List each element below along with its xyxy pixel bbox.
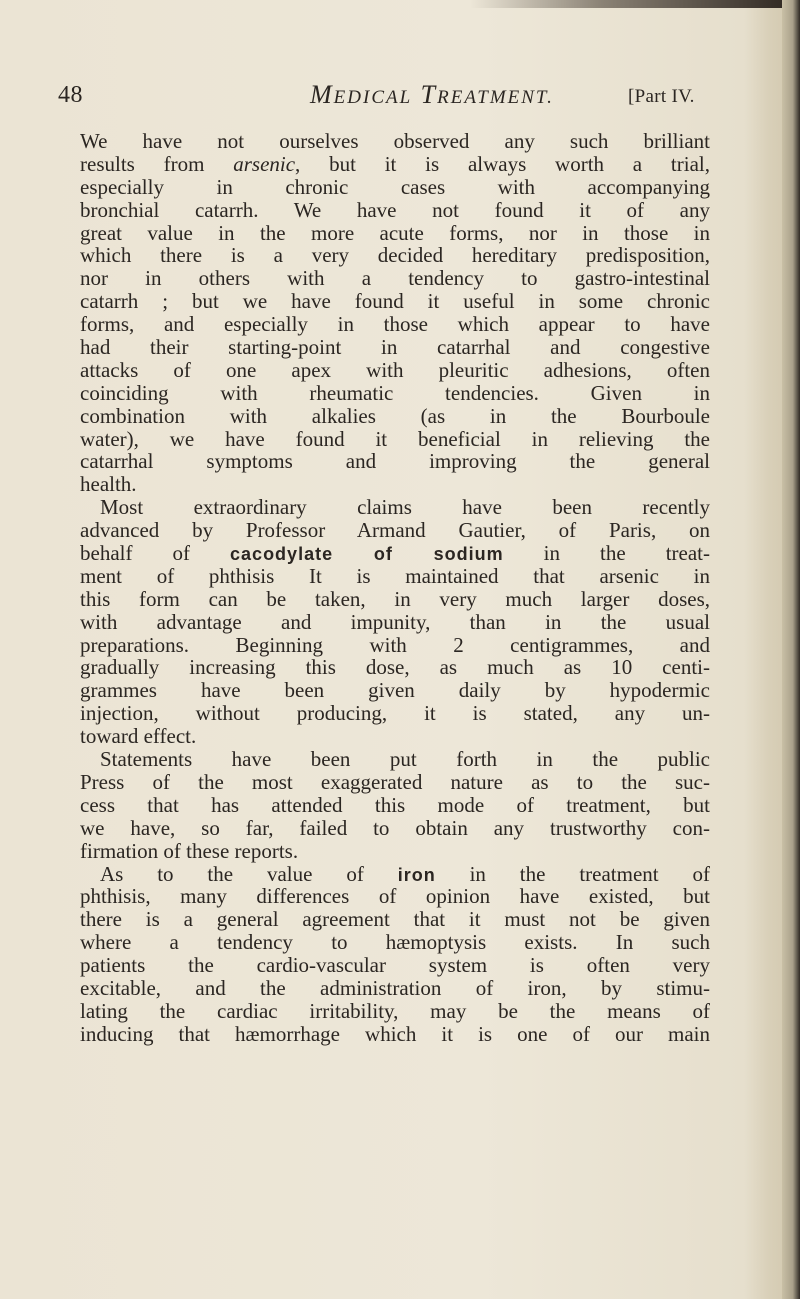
text-line xyxy=(80,908,710,931)
text-line xyxy=(80,954,710,977)
text-span: behalf of xyxy=(80,541,231,566)
text-line xyxy=(80,794,710,817)
text-line xyxy=(80,473,710,496)
text-line xyxy=(80,977,710,1000)
text-line xyxy=(80,885,710,908)
text-line xyxy=(80,244,710,267)
text-span: nor in others with a tendency to gastro-intestinal xyxy=(80,266,710,291)
text-span: there is a general agreement that it must not be given xyxy=(80,907,710,932)
text-line xyxy=(80,656,710,679)
text-span: phthisis, many differences of opinion have existed, but xyxy=(80,884,710,909)
text-line xyxy=(80,542,710,565)
text-line xyxy=(80,863,710,886)
text-span: Statements have been put forth in the public xyxy=(100,747,710,772)
text-line xyxy=(80,519,710,542)
text-line xyxy=(80,771,710,794)
bold-term: iron xyxy=(397,864,436,885)
text-line xyxy=(80,817,710,840)
text-line xyxy=(80,267,710,290)
text-span: We have not ourselves observed any such brilliant xyxy=(80,129,710,153)
text-span: catarrh ; but we have found it useful in some chronic xyxy=(80,289,710,314)
text-span: patients the cardio-vascular system is often very xyxy=(80,953,710,978)
text-line xyxy=(80,290,710,313)
running-title xyxy=(310,80,554,110)
text-line xyxy=(80,176,710,199)
text-span: lating the cardiac irritability, may be the means of xyxy=(80,998,710,1023)
page-gutter-edge xyxy=(782,0,800,1299)
body-text xyxy=(80,130,710,1046)
text-line xyxy=(80,702,710,725)
text-span: gradually increasing this dose, as much as 10 centi- xyxy=(80,655,710,680)
text-span: grammes have been given daily by hypodermic xyxy=(80,678,710,703)
text-span: cess that has attended this mode of treatment, but xyxy=(80,792,710,817)
text-span: forms, and especially in those which appear to have xyxy=(80,312,710,337)
title-word-medical: EDICAL xyxy=(333,87,413,108)
text-span: preparations. Beginning with 2 centigrammes, and xyxy=(80,632,710,657)
text-span: coinciding with rheumatic tendencies. Given in xyxy=(80,380,710,405)
text-span: great value in the more acute forms, nor in those in xyxy=(80,220,710,245)
title-initial-t: T xyxy=(420,80,438,109)
text-span: catarrhal symptoms and improving the general xyxy=(80,449,710,474)
text-span: bronchial catarrh. We have not found it of any xyxy=(80,197,710,222)
text-span: which there is a very decided hereditary predisposition, xyxy=(80,243,710,268)
text-line xyxy=(80,840,710,863)
text-span: especially in chronic cases with accompanying xyxy=(80,174,710,199)
text-span: Press of the most exaggerated nature as to the suc- xyxy=(80,769,710,794)
text-line xyxy=(80,222,710,245)
text-span: As to the value of xyxy=(100,861,398,886)
text-line xyxy=(80,634,710,657)
text-line xyxy=(80,565,710,588)
italic-term: arsenic xyxy=(233,151,296,176)
text-line xyxy=(80,405,710,428)
text-line xyxy=(80,336,710,359)
text-span: Most extraordinary claims have been recently xyxy=(100,495,710,520)
text-span: firmation of these reports. xyxy=(80,838,299,863)
text-span: this form can be taken, in very much larger doses, xyxy=(80,586,710,611)
text-line xyxy=(80,428,710,451)
text-line xyxy=(80,496,710,519)
text-span: in the treatment of xyxy=(435,861,711,886)
text-span: water), we have found it beneficial in relieving the xyxy=(80,426,710,451)
title-word-treatment: REATMENT. xyxy=(437,87,554,108)
text-span: in the treat- xyxy=(503,541,711,566)
text-span: toward effect. xyxy=(80,724,197,749)
text-line xyxy=(80,130,710,153)
text-line xyxy=(80,725,710,748)
text-span: , but it is always worth a trial, xyxy=(295,151,710,176)
title-initial-m: M xyxy=(310,80,334,109)
text-line xyxy=(80,931,710,954)
text-span: where a tendency to hæmoptysis exists. In such xyxy=(80,930,710,955)
part-label: [Part IV. xyxy=(628,86,695,107)
text-line xyxy=(80,611,710,634)
text-span: with advantage and impunity, than in the usual xyxy=(80,609,710,634)
text-span: results from xyxy=(80,151,234,176)
text-span: ment of phthisis It is maintained that arsenic in xyxy=(80,563,710,588)
text-span: combination with alkalies (as in the Bourboule xyxy=(80,403,710,428)
text-line xyxy=(80,1023,710,1046)
text-line xyxy=(80,748,710,771)
text-line xyxy=(80,679,710,702)
text-line xyxy=(80,588,710,611)
text-line xyxy=(80,382,710,405)
text-span: had their starting-point in catarrhal and congestive xyxy=(80,335,710,360)
text-line xyxy=(80,1000,710,1023)
page-top-shadow xyxy=(470,0,800,8)
text-span: attacks of one apex with pleuritic adhesions, often xyxy=(80,357,710,382)
text-span: inducing that hæmorrhage which it is one of our main xyxy=(80,1021,710,1046)
running-head xyxy=(58,80,758,116)
text-line xyxy=(80,450,710,473)
text-span: we have, so far, failed to obtain any trustworthy con- xyxy=(80,815,710,840)
bold-term: cacodylate of sodium xyxy=(230,544,504,565)
text-span: injection, without producing, it is stated, any un- xyxy=(80,701,710,726)
text-span: excitable, and the administration of iron, by stimu- xyxy=(80,975,710,1000)
text-line xyxy=(80,359,710,382)
text-line xyxy=(80,153,710,176)
page-number: 48 xyxy=(58,82,83,108)
text-line xyxy=(80,313,710,336)
text-line xyxy=(80,199,710,222)
text-span: advanced by Professor Armand Gautier, of Paris, on xyxy=(80,518,710,543)
text-span: health. xyxy=(80,472,137,497)
